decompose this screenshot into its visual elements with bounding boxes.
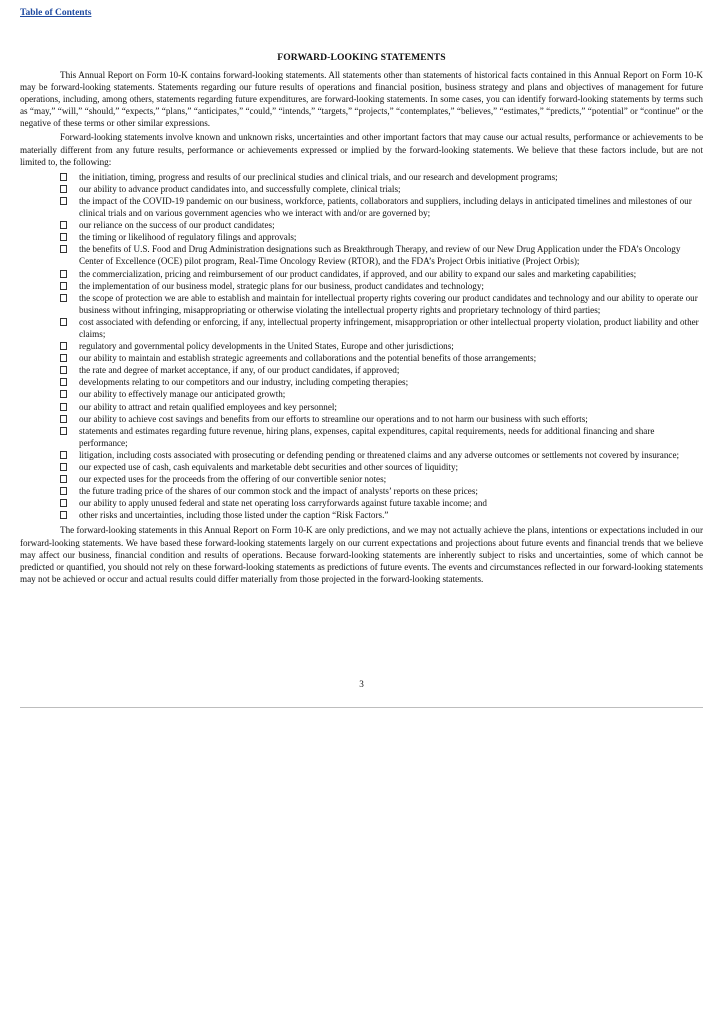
list-item-text: our ability to maintain and establish strategic agreements and collaborations and the potential benefits of those arrangements; [79, 353, 537, 364]
list-item-text: statements and estimates regarding future revenue, hiring plans, expenses, capital expenditures, capital requirements, needs for additional financing and share performance; [79, 425, 655, 448]
list-item [20, 183, 703, 195]
list-item [20, 473, 703, 485]
list-item [20, 268, 703, 280]
list-item [20, 376, 703, 388]
bullet-box-icon [60, 463, 67, 471]
bullet-box-icon [60, 499, 67, 507]
list-item-text: cost associated with defending or enforcing, if any, intellectual property infringement, misappropriation or other intellectual property violation, product liability and other claims; [79, 316, 699, 339]
page-number: 3 [359, 679, 364, 689]
list-item-text: our ability to attract and retain qualified employees and key personnel; [79, 401, 337, 412]
list-item-text: the timing or likelihood of regulatory filings and approvals; [79, 232, 297, 243]
list-item [20, 243, 703, 267]
section-body [20, 69, 703, 585]
list-item-text: litigation, including costs associated with prosecuting or defending pending or threatened claims and any adverse outcomes or settlements not covered by insurance; [79, 449, 680, 460]
list-item-text: our expected use of cash, cash equivalents and marketable debt securities and other sources of liquidity; [79, 462, 459, 472]
bullet-box-icon [60, 366, 67, 374]
list-item [20, 340, 703, 352]
bullet-box-icon [60, 173, 67, 181]
bullet-box-icon [60, 197, 67, 205]
list-item [20, 171, 703, 183]
list-item-text: the benefits of U.S. Food and Drug Administration designations such as Breakthrough Therapy, and review of our New Drug Application under the FDA’s Oncology Center of Excellence (OCE) pilot program, Real-Time Oncology Review (RTOR), and the FDA’s Project Orbis initiative (Project Orbis); [79, 244, 681, 267]
list-item [20, 509, 703, 521]
list-item [20, 316, 703, 340]
bullet-box-icon [60, 185, 67, 193]
bullet-box-icon [60, 354, 67, 362]
bullet-box-icon [60, 403, 67, 411]
bullet-box-icon [60, 233, 67, 241]
bullet-box-icon [60, 415, 67, 423]
intro-paragraph: Forward-looking statements involve known and unknown risks, uncertainties and other important factors that may cause our actual results, performance or achievements to be materially different from any future results, performance or achievements expressed or implied by the forward-looking statements. We believe that these factors include, but are not limited to, the following: [20, 132, 703, 167]
bullet-box-icon [60, 270, 67, 278]
list-item [20, 364, 703, 376]
section-title: FORWARD-LOOKING STATEMENTS [277, 52, 446, 63]
list-item-text: the impact of the COVID-19 pandemic on our business, workforce, patients, collaborators and suppliers, including delays in anticipated timelines and milestones of our clinical trials and on various government agencies who we interact with and/or are governed by; [79, 195, 692, 219]
list-item-text: our ability to effectively manage our anticipated growth; [79, 389, 286, 400]
list-item-text: the scope of protection we are able to establish and maintain for intellectual property rights covering our product candidates and technology and our ability to operate our business without infringing, misappropriating or otherwise violating the intellectual property rights and proprietary technology of third parties; [79, 292, 698, 315]
list-item [20, 401, 703, 413]
list-item-text: our expected uses for the proceeds from the offering of our convertible senior notes; [79, 474, 387, 485]
bullet-box-icon [60, 427, 67, 435]
table-of-contents-link[interactable]: Table of Contents [20, 8, 92, 18]
bullet-box-icon [60, 318, 67, 326]
list-item-text: the future trading price of the shares of our common stock and the impact of analysts’ reports on these prices; [79, 486, 478, 497]
list-item-text: our reliance on the success of our product candidates; [79, 220, 275, 231]
bullet-box-icon [60, 511, 67, 519]
page-divider [20, 707, 703, 708]
factor-list [20, 171, 703, 522]
list-item-text: the initiation, timing, progress and results of our preclinical studies and clinical trials, and our research and development programs; [79, 171, 558, 182]
list-item [20, 388, 703, 400]
bullet-box-icon [60, 451, 67, 459]
list-item [20, 425, 703, 449]
intro-paragraph: This Annual Report on Form 10-K contains forward-looking statements. All statements other than statements of historical facts contained in this Annual Report on Form 10-K may be forward-looking statements. Statements regarding our future results of operations and financial position, business strategy and plans and objectives of management for future operations, including, among others, statements regarding future expenditures, are forward-looking statements. In some cases, you can identify forward-looking statements by terms such as “may,” “will,” “should,” “expects,” “plans,” “anticipates,” “could,” “intends,” “targets,” “projects,” “contemplates,” “believes,” “estimates,” “predicts,” “potential” or “continue” or the negative of these terms or other similar expressions. [20, 70, 703, 129]
list-item [20, 195, 703, 219]
list-item-text: our ability to achieve cost savings and benefits from our efforts to streamline our operations and to not harm our business with such efforts; [79, 413, 588, 424]
list-item [20, 449, 703, 461]
list-item-text: our ability to advance product candidates into, and successfully complete, clinical trials; [79, 183, 401, 194]
bullet-box-icon [60, 475, 67, 483]
list-item [20, 231, 703, 243]
list-item-text: our ability to apply unused federal and state net operating loss carryforwards against future taxable income; and [79, 498, 487, 509]
list-item [20, 461, 703, 473]
bullet-box-icon [60, 487, 67, 495]
list-item-text: the rate and degree of market acceptance, if any, of our product candidates, if approved; [79, 365, 400, 376]
list-item [20, 280, 703, 292]
list-item [20, 485, 703, 497]
bullet-box-icon [60, 282, 67, 290]
list-item [20, 219, 703, 231]
list-item [20, 413, 703, 425]
bullet-box-icon [60, 378, 67, 386]
bullet-box-icon [60, 294, 67, 302]
list-item [20, 352, 703, 364]
list-item-text: the commercialization, pricing and reimbursement of our product candidates, if approved, and our ability to expand our sales and marketing capabilities; [79, 268, 637, 279]
list-item-text: developments relating to our competitors and our industry, including competing therapies; [79, 377, 409, 388]
list-item-text: other risks and uncertainties, including those listed under the caption “Risk Factors.” [79, 510, 389, 521]
bullet-box-icon [60, 342, 67, 350]
list-item-text: regulatory and governmental policy developments in the United States, Europe and other jurisdictions; [79, 341, 454, 352]
list-item-text: the implementation of our business model, strategic plans for our business, product candidates and technology; [79, 280, 484, 291]
bullet-box-icon [60, 221, 67, 229]
bullet-box-icon [60, 390, 67, 398]
list-item [20, 292, 703, 316]
list-item [20, 497, 703, 509]
closing-paragraph: The forward-looking statements in this Annual Report on Form 10-K are only predictions, and we may not actually achieve the plans, intentions or expectations included in our forward-looking statements. We have based these forward-looking statements largely on our current expectations and projections about future events and financial trends that we believe may affect our business, financial condition and results of operations. Because forward-looking statements are inherently subject to risks and uncertainties, some of which cannot be predicted or quantified, you should not rely on these forward-looking statements as predictions of future events. The events and circumstances reflected in our forward-looking statements may not be achieved or occur and actual results could differ materially from those projected in the forward-looking statements. [20, 525, 703, 584]
bullet-box-icon [60, 245, 67, 253]
